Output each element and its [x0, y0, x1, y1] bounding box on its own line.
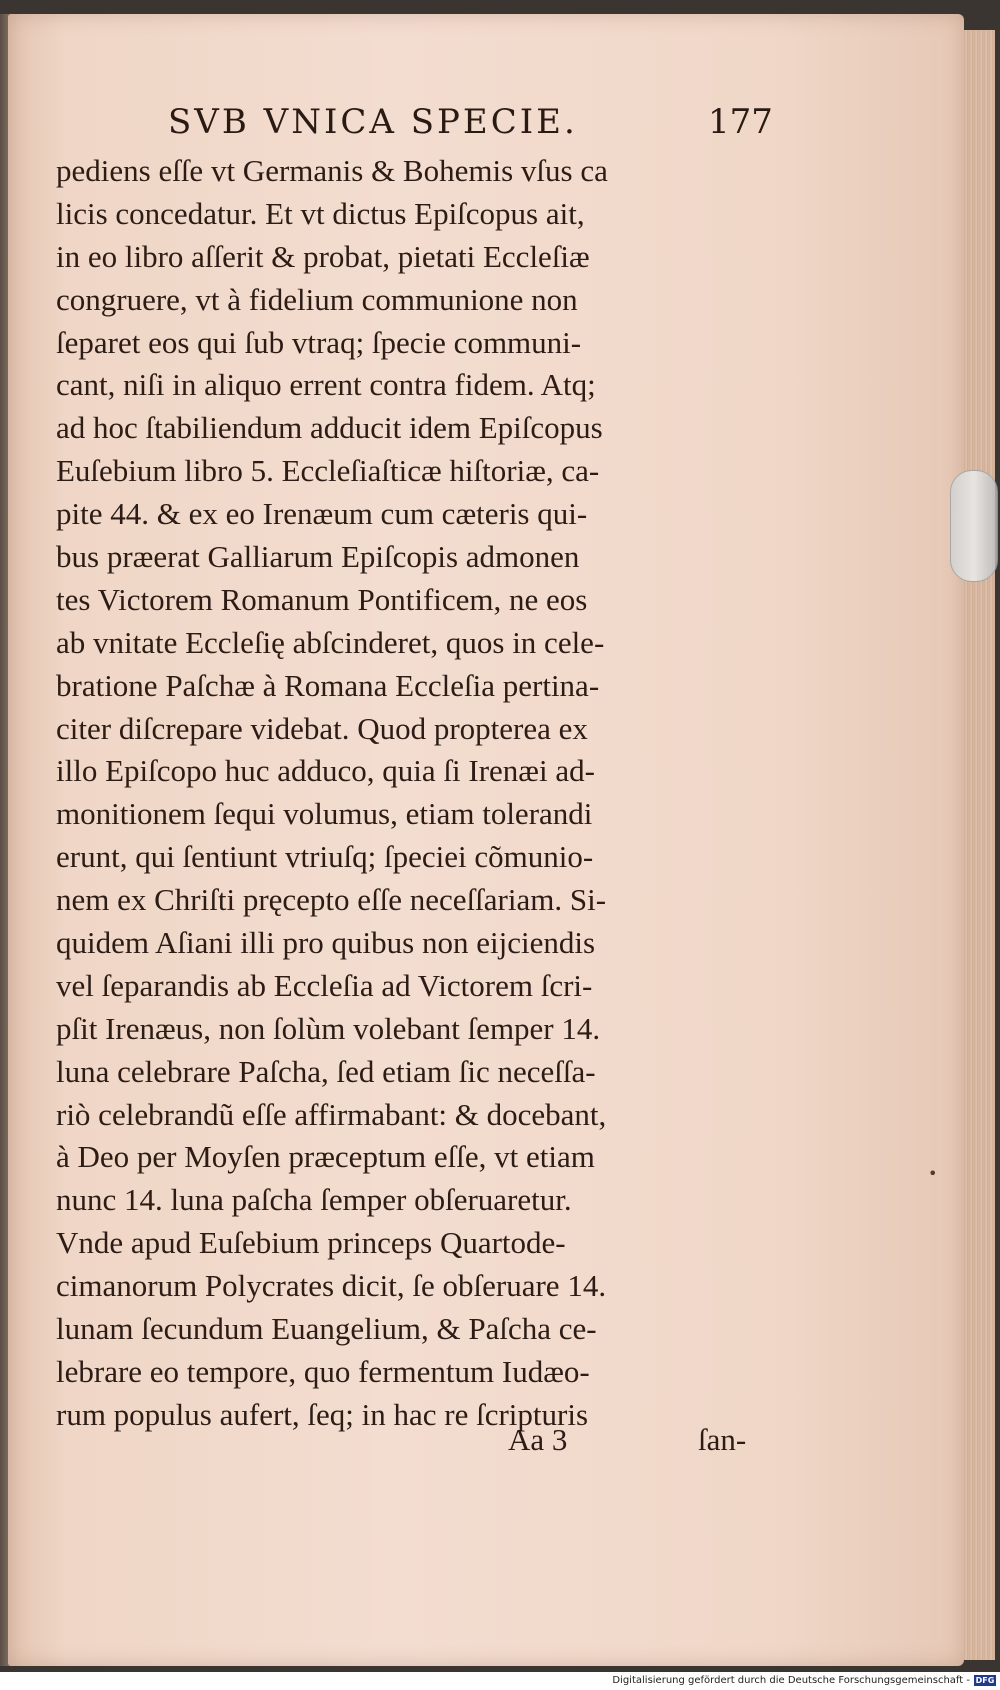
- text-line: cant, niſi in aliquo errent contra fidem. Atq;: [56, 367, 596, 403]
- text-line: bratione Paſchæ à Romana Eccleſia pertina-: [56, 667, 600, 703]
- book-page: [8, 14, 964, 1666]
- page-header: [168, 102, 773, 146]
- text-line: pite 44. & ex eo Irenæum cum cæteris qui-: [56, 496, 588, 532]
- text-line: ſeparet eos qui ſub vtraq; ſpecie communi-: [56, 324, 582, 360]
- text-line: lebrare eo tempore, quo fermentum Iudæo-: [56, 1353, 590, 1389]
- digitization-credit: Digitalisierung gefördert durch die Deutsche Forschungsgemeinschaft -: [612, 1675, 970, 1686]
- text-line: rum populus aufert, ſeq; in hac re ſcripturis: [56, 1396, 589, 1432]
- page-edges: [962, 30, 995, 1660]
- text-line: Vnde apud Euſebium princeps Quartode-: [56, 1225, 566, 1261]
- clip-clasp: [950, 470, 998, 582]
- catchword: ſan-: [698, 1422, 747, 1457]
- text-line: vel ſeparandis ab Eccleſia ad Victorem ſcri-: [56, 967, 593, 1003]
- text-line: ad hoc ſtabiliendum adducit idem Epiſcopus: [56, 410, 603, 446]
- text-line: bus præerat Galliarum Epiſcopis admonen: [56, 539, 580, 575]
- text-line: à Deo per Moyſen præceptum eſſe, vt etiam: [56, 1139, 595, 1175]
- text-line: monitionem ſequi volumus, etiam tolerandi: [56, 796, 593, 832]
- text-line: nunc 14. luna paſcha ſemper obſeruaretur.: [56, 1182, 572, 1218]
- text-line: ab vnitate Eccleſię abſcinderet, quos in cele-: [56, 624, 605, 660]
- dfg-logo: DFG: [975, 1676, 995, 1685]
- text-line: lunam ſecundum Euangelium, & Paſcha ce-: [56, 1311, 597, 1347]
- text-line: licis concedatur. Et vt dictus Epiſcopus ait,: [56, 195, 585, 231]
- text-line: quidem Aſiani illi pro quibus non eijciendis: [56, 925, 596, 961]
- text-line: citer diſcrepare videbat. Quod propterea ex: [56, 710, 588, 746]
- text-line: nem ex Chriſti pręcepto eſſe neceſſariam. Si-: [56, 882, 607, 918]
- text-line: in eo libro aſſerit & probat, pietati Eccleſiæ: [56, 238, 590, 274]
- text-line: cimanorum Polycrates dicit, ſe obſeruare 14.: [56, 1268, 607, 1304]
- text-line: pſit Irenæus, non ſolùm volebant ſemper 14.: [56, 1010, 601, 1046]
- body-text: [56, 150, 776, 1437]
- text-line: illo Epiſcopo huc adduco, quia ſi Irenæi ad-: [56, 753, 595, 789]
- text-line: Euſebium libro 5. Eccleſiaſticæ hiſtoriæ, ca-: [56, 453, 600, 489]
- margin-dot: •: [928, 1164, 938, 1183]
- text-line: riò celebrandũ eſſe affirmabant: & docebant,: [56, 1096, 607, 1132]
- text-line: congruere, vt à fidelium communione non: [56, 281, 578, 317]
- page-number: 177: [708, 102, 773, 142]
- text-line: erunt, qui ſentiunt vtriuſq; ſpeciei cõmunio-: [56, 839, 594, 875]
- page-footer-catchwords: [508, 1422, 768, 1466]
- signature-mark: Aa 3: [508, 1422, 568, 1457]
- text-line: pediens eſſe vt Germanis & Bohemis vſus ca: [56, 153, 608, 188]
- text-line: luna celebrare Paſcha, ſed etiam ſic neceſſa-: [56, 1053, 596, 1089]
- text-line: tes Victorem Romanum Pontificem, ne eos: [56, 581, 588, 617]
- digitization-credit-bar: [0, 1672, 1000, 1690]
- running-title: SVB VNICA SPECIE.: [168, 102, 578, 142]
